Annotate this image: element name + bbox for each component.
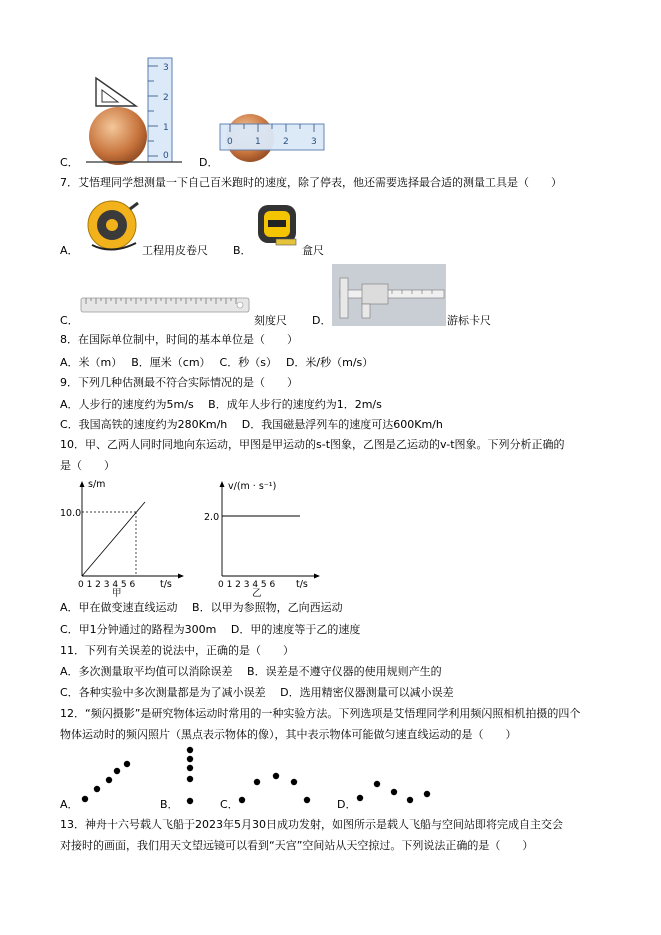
q10-graph-jia: [60, 478, 190, 599]
q12-option-d-letter: D．: [337, 798, 357, 811]
box-tape-measure-image: [256, 203, 300, 249]
tape-measure-reel-image: [86, 199, 142, 251]
q12-dots-c: [236, 770, 316, 806]
q9-options-line2: C．我国高铁的速度约为280Km/h D．我国磁悬浮列车的速度可达600Km/h: [60, 418, 443, 431]
vernier-caliper-image: [332, 264, 446, 326]
graph-jia-xticks: 0 1 2 3 4 5 6: [78, 580, 136, 590]
q13-stem-line2: 对接时的画面，我们用天文望远镜可以看到“天宫”空间站从天空掠过。下列说法正确的是（ ）: [60, 839, 534, 852]
q6-option-c-letter: C．: [60, 156, 79, 169]
ruler-h-tick-0: 0: [227, 137, 233, 147]
graph-jia-ylabel: s/m: [88, 479, 106, 490]
q11-stem: 11．下列有关误差的说法中，正确的是（ ）: [60, 644, 294, 657]
q7-option-c-letter: C．: [60, 314, 79, 327]
q8-stem: 8．在国际单位制中，时间的基本单位是（ ）: [60, 333, 298, 346]
q12-option-a-letter: A．: [60, 798, 79, 811]
steel-ruler-image: [80, 296, 252, 316]
graph-yi-ylabel: v/(m · s⁻¹): [228, 481, 277, 492]
ruler-v-tick-3: 3: [163, 63, 169, 73]
q12-dots-b: [184, 746, 196, 806]
q10-options-line2: C．甲1分钟通过的路程为300m D．甲的速度等于乙的速度: [60, 623, 361, 636]
graph-yi-caption: 乙: [252, 588, 262, 599]
q7-stem: 7．艾悟理同学想测量一下自己百米跑时的速度，除了停表，他还需要选择最合适的测量工具是（ ）: [60, 176, 562, 189]
q7-option-a-label: 工程用皮卷尺: [142, 244, 208, 257]
ruler-h-tick-2: 2: [283, 137, 289, 147]
q6-figure-d: [218, 112, 326, 164]
q7-option-d-letter: D．: [312, 314, 332, 327]
q6-option-d-letter: D．: [199, 156, 219, 169]
graph-jia-yvalue: 10.0: [60, 508, 82, 519]
q8-options: A．米（m） B．厘米（cm） C．秒（s） D．米/秒（m/s）: [60, 356, 374, 369]
graph-jia-caption: 甲: [112, 588, 122, 599]
q7-option-b-letter: B．: [233, 244, 252, 257]
q7-option-a-letter: A．: [60, 244, 79, 257]
ruler-v-tick-0: 0: [163, 151, 169, 161]
q12-option-c-letter: C．: [220, 798, 239, 811]
q12-stem-line1: 12．“频闪摄影”是研究物体运动时常用的一种实验方法。下列选项是艾悟理同学利用频闪照相机拍摄的四个: [60, 707, 581, 720]
q7-option-c-label: 刻度尺: [254, 314, 287, 327]
q7-option-d-label: 游标卡尺: [447, 314, 491, 327]
q10-options-line1: A．甲在做变速直线运动 B．以甲为参照物，乙向西运动: [60, 601, 343, 614]
q6-figure-c: [84, 58, 184, 166]
graph-yi-xlabel: t/s: [296, 579, 308, 590]
q12-dots-a: [80, 758, 132, 804]
q9-options-line1: A．人步行的速度约为5m/s B．成年人步行的速度约为1．2m/s: [60, 398, 382, 411]
graph-jia-xlabel: t/s: [160, 579, 172, 590]
ruler-h-tick-3: 3: [311, 137, 317, 147]
q12-option-b-letter: B．: [160, 798, 179, 811]
q10-stem-line1: 10．甲、乙两人同时同地向东运动，甲图是甲运动的s-t图象，乙图是乙运动的v-t图象。下列分析正确的: [60, 438, 565, 451]
q12-dots-d: [354, 778, 434, 806]
graph-yi-yvalue: 2.0: [204, 512, 220, 523]
ruler-h-tick-1: 1: [255, 137, 261, 147]
ruler-v-tick-2: 2: [163, 93, 169, 103]
ruler-v-tick-1: 1: [163, 123, 169, 133]
q11-options-line2: C．各种实验中多次测量都是为了减小误差 D．选用精密仪器测量可以减小误差: [60, 686, 454, 699]
q7-option-b-label: 盒尺: [302, 244, 324, 257]
graph-yi-xticks: 0 1 2 3 4 5 6: [218, 580, 276, 590]
q10-graph-yi: [200, 478, 330, 599]
q12-stem-line2: 物体运动时的频闪照片（黑点表示物体的像），其中表示物体可能做匀速直线运动的是（ ）: [60, 728, 517, 741]
q13-stem-line1: 13．神舟十六号载人飞船于2023年5月30日成功发射，如图所示是载人飞船与空间站即将完成自主交会: [60, 818, 563, 831]
q11-options-line1: A．多次测量取平均值可以消除误差 B．误差是不遵守仪器的使用规则产生的: [60, 665, 442, 678]
q10-stem-line2: 是（ ）: [60, 459, 115, 472]
q9-stem: 9．下列几种估测最不符合实际情况的是（ ）: [60, 376, 298, 389]
